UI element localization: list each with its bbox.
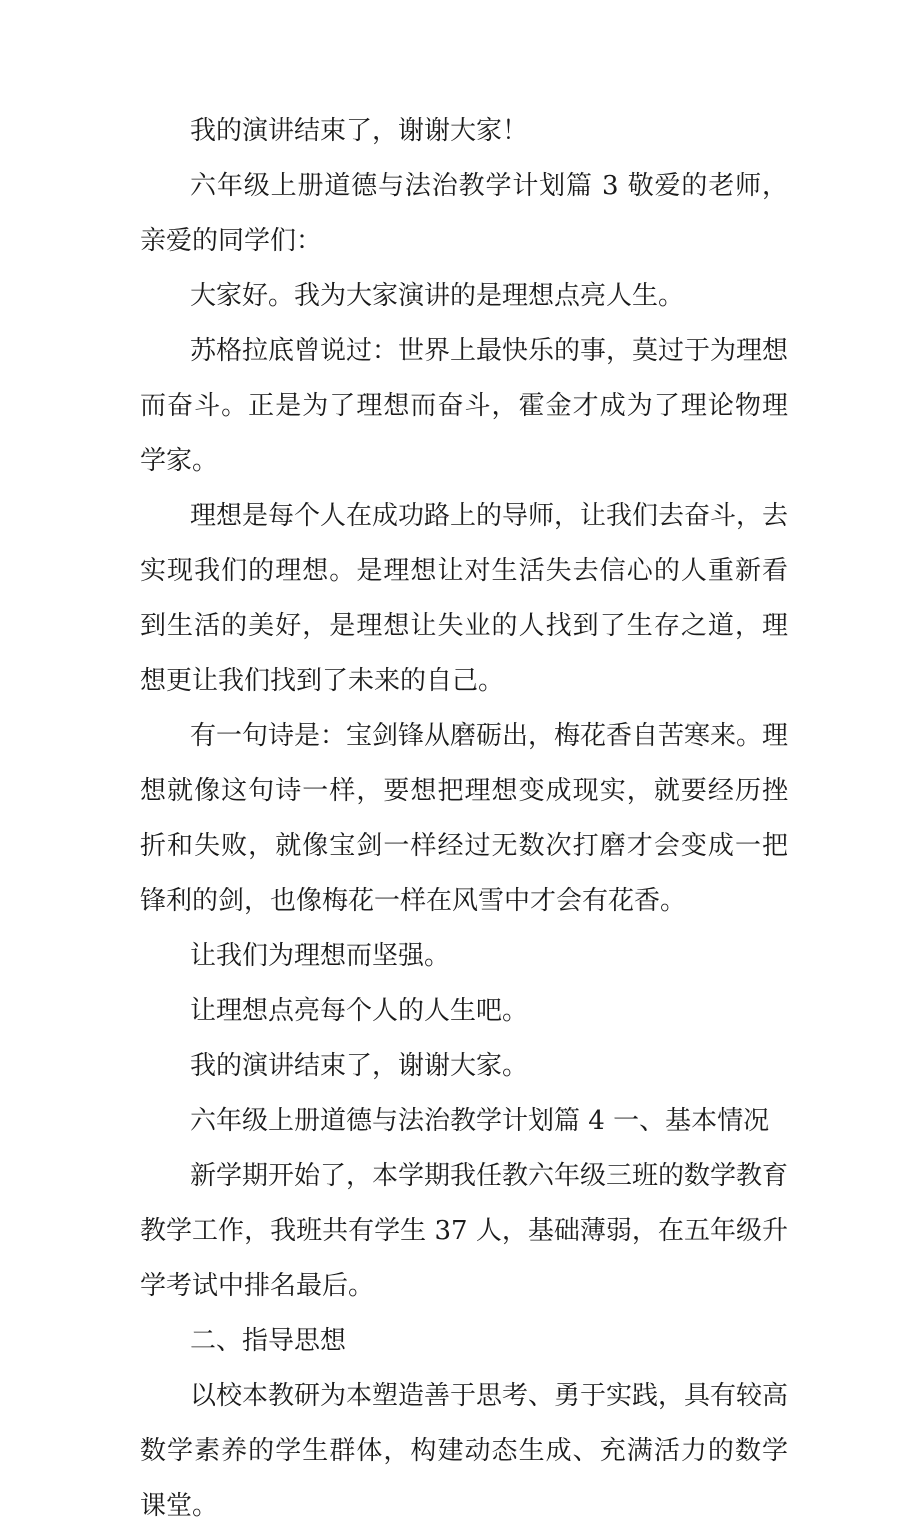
paragraph-greeting: 大家好。我为大家演讲的是理想点亮人生。 — [190, 281, 685, 311]
document-body — [140, 104, 788, 1534]
paragraph-be-strong: 让我们为理想而坚强。 — [190, 941, 451, 971]
paragraph-closing-2: 我的演讲结束了，谢谢大家。 — [190, 1051, 529, 1081]
paragraph-poem: 有一句诗是：宝剑锋从磨砺出，梅花香自苦寒来。理想就像这句诗一样，要想把理想变成现实，就要经历挫折和失败，就像宝剑一样经过无数次打磨才会变成一把锋利的剑，也像梅花一样在风雪中才会有花香。 — [140, 721, 789, 916]
paragraph-section-guiding-thought: 二、指导思想 — [190, 1326, 347, 1356]
paragraph-light-up: 让理想点亮每个人的人生吧。 — [190, 996, 529, 1026]
paragraph-heading-3: 六年级上册道德与法治教学计划篇 3 敬爱的老师，亲爱的同学们： — [140, 171, 788, 256]
paragraph-new-semester: 新学期开始了，本学期我任教六年级三班的数学教育教学工作，我班共有学生 37 人，基础薄弱，在五年级升学考试中排名最后。 — [140, 1161, 789, 1301]
paragraph-guiding-thought-body: 以校本教研为本塑造善于思考、勇于实践，具有较高数学素养的学生群体，构建动态生成、充满活力的数学课堂。 — [140, 1381, 789, 1521]
paragraph-ideal-mentor: 理想是每个人在成功路上的导师，让我们去奋斗，去实现我们的理想。是理想让对生活失去信心的人重新看到生活的美好，是理想让失业的人找到了生存之道，理想更让我们找到了未来的自己。 — [140, 501, 789, 696]
paragraph-closing-1: 我的演讲结束了，谢谢大家！ — [190, 116, 529, 146]
paragraph-socrates: 苏格拉底曾说过：世界上最快乐的事，莫过于为理想而奋斗。正是为了理想而奋斗，霍金才成为了理论物理学家。 — [140, 336, 789, 476]
paragraph-heading-4: 六年级上册道德与法治教学计划篇 4 一、基本情况 — [190, 1106, 770, 1136]
